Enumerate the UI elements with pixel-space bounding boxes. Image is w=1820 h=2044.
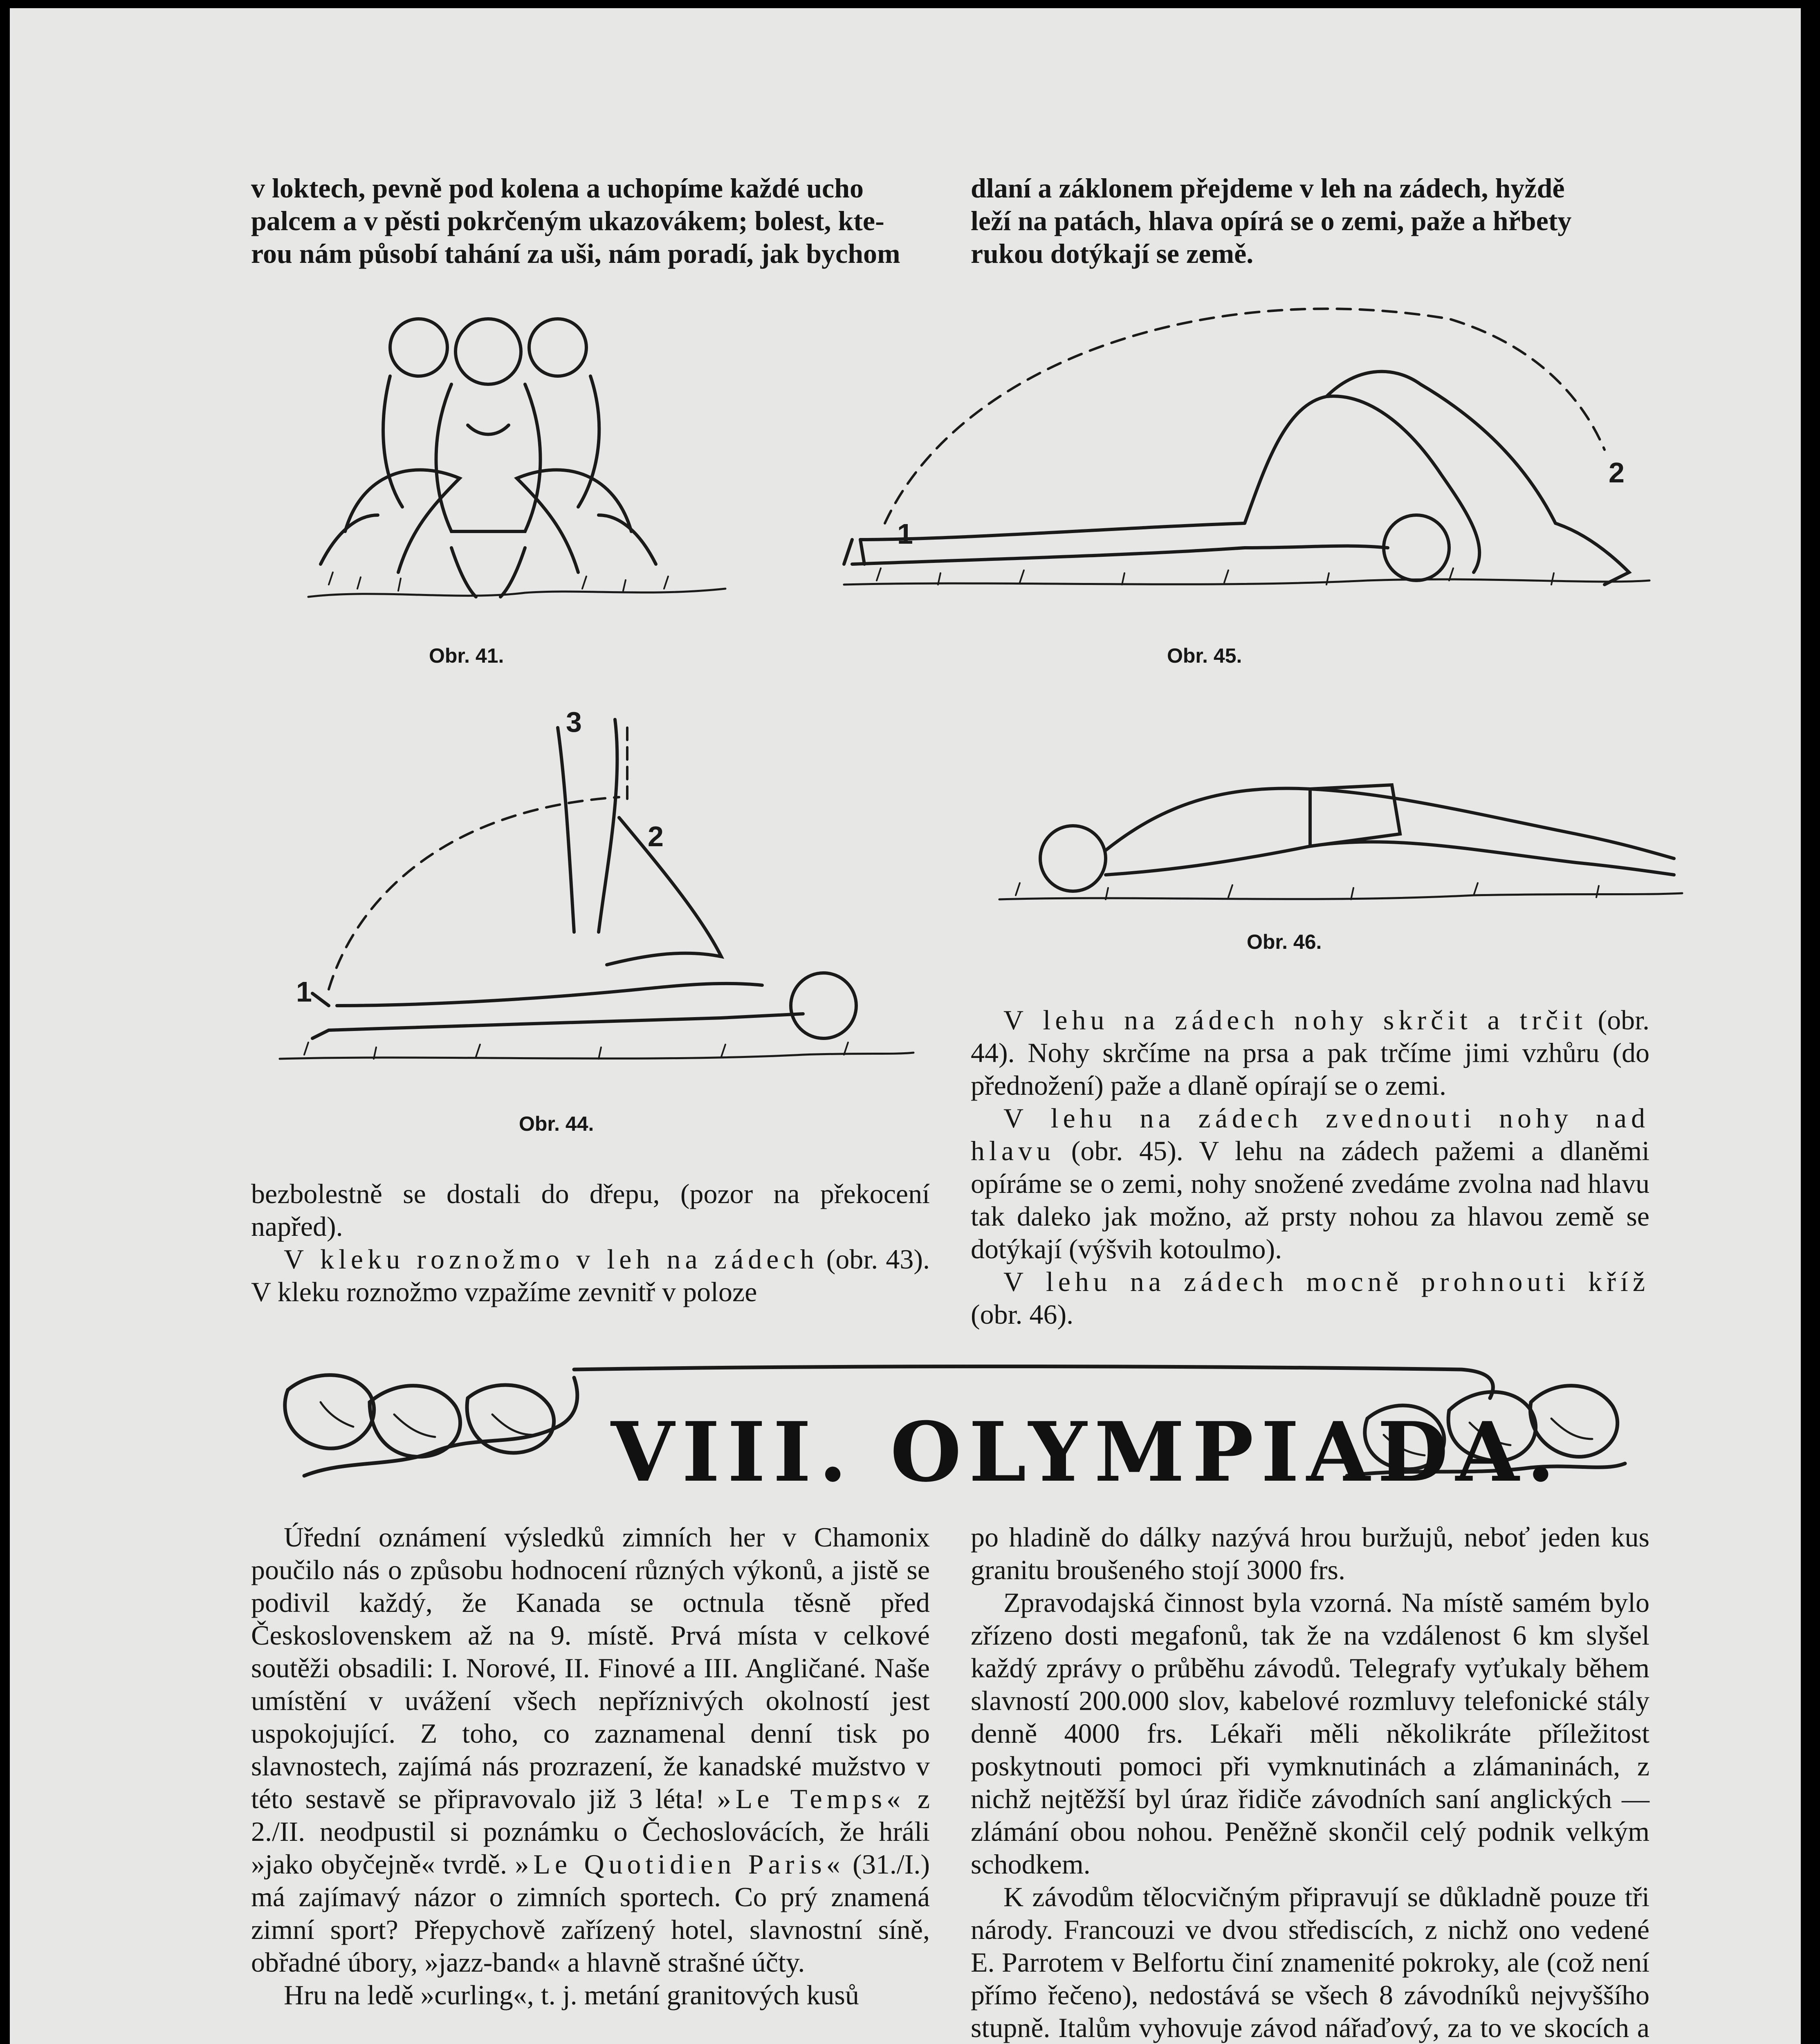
right-mid-text	[971, 1004, 1649, 1331]
paragraph-text: (obr. 44). Nohy skrčíme na prsa a pak trčíme jimi vzhůru (do přednožení) paže a dlaně opírají se o zemi.	[971, 1004, 1649, 1101]
figure-44-mark-3: 3	[566, 706, 582, 738]
text-line: palcem a v pěsti pokrčeným ukazovákem; bolest, kte-	[251, 205, 884, 236]
paragraph: Hru na ledě »curling«, t. j. metání granitových kusů	[284, 1979, 859, 2010]
figure-46-caption: Obr. 46.	[1247, 930, 1322, 953]
paragraph: Zpravodajská činnost byla vzorná. Na místě samém bylo zřízeno dosti megafonů, tak že na vzdálenost 6 km slyšel každý zprávy o průběhu závodů. Telegrafy vyťukaly během slavností 200.000 slov, kabelové rozmluvy telefonické stály denně 4000 frs. Lékaři měli několikráte příležitost poskytnouti pomoci při vymknutinách a zlámaninách, z nichž nejtěžší byl úraz řidiče závodních saní anglických — zlámání obou nohou. Peněžně skončil celý podnik velkým schodkem.	[971, 1587, 1649, 1880]
figure-45-caption: Obr. 45.	[1167, 644, 1242, 667]
figure-46-illustration	[983, 752, 1686, 924]
text-line: rou nám působí tahání za uši, nám poradí, jak bychom	[251, 238, 900, 269]
newspaper-name: »Le Temps«	[717, 1783, 905, 1814]
figure-41-caption: Obr. 41.	[429, 644, 504, 667]
text-line: dlaní a záklonem přejdeme v leh na zádech, hyždě	[971, 173, 1565, 204]
paragraph	[971, 1004, 1649, 1102]
spaced-heading: V lehu na zádech zvednouti nohy nad hlavu	[971, 1103, 1649, 1166]
paragraph	[971, 1102, 1649, 1265]
figure-44-mark-2: 2	[648, 820, 664, 852]
paragraph-text: Úřední oznámení výsledků zimních her v Chamonix poučilo nás o způsobu hodnocení různých výkonů, a jistě se podivil každý, že Kanada se octnula těsně před Československem až na 9. místě. Prvá místa v celkové soutěži obsadili: I. Norové, II. Finové a III. Angličané. Naše umístění v uvážení všech nepříznivých okolností jest uspokojující. Z toho, co zaznamenal denní tisk po slavnostech, zajímá nás prozrazení, že kanadské mužstvo v této sestavě se připravovalo již 3 léta!	[251, 1522, 930, 1814]
magazine-page	[10, 8, 1801, 2044]
paragraph	[251, 1243, 930, 1308]
top-right-text	[971, 172, 1649, 270]
paragraph-text: z 2./II. neodpustil si poznámku o Čechoslovácích, že hráli »jako obyčejně« tvrdě.	[251, 1783, 930, 1880]
paragraph-text: (31./I.) má zajímavý názor o zimních sportech. Co prý znamená zimní sport? Přepychově zařízený hotel, slavnostní síně, obřadné úbory, »jazz-band« a hlavně strašné účty.	[251, 1849, 930, 1978]
paragraph: bezbolestně se dostali do dřepu, (pozor na překocení napřed).	[251, 1178, 930, 1242]
paragraph-text: (obr. 43). V kleku roznožmo vzpažíme zevnitř v poloze	[251, 1244, 930, 1307]
section-title: VIII. OLYMPIADA.	[611, 1404, 1562, 1500]
text-line: rukou dotýkají se země.	[971, 238, 1254, 269]
figure-44-illustration	[272, 703, 918, 1100]
spaced-heading: V lehu na zádech nohy skrčit a trčit	[1003, 1004, 1587, 1035]
figure-45-mark-1: 1	[897, 518, 913, 550]
text-line: leží na patách, hlava opírá se o zemi, paže a hřbety	[971, 205, 1572, 236]
spaced-heading: V kleku roznožmo v leh na zádech	[284, 1244, 819, 1275]
bottom-left-text	[251, 1521, 930, 2011]
figure-44-caption: Obr. 44.	[519, 1112, 594, 1135]
bottom-right-text	[971, 1521, 1649, 2044]
paragraph	[971, 1265, 1649, 1331]
figure-45-illustration	[836, 262, 1654, 654]
left-mid-text	[251, 1177, 930, 1308]
paragraph: K závodům tělocvičným připravují se důkladně pouze tři národy. Francouzi ve dvou střediscích, z nichž ono vedené E. Parrotem v Belfortu činí znamenité pokroky, ale (což není přímo řečeno), nedostává se všech 8 závodníků nejvyššího stupně. Italům vyhovuje závod nářaďový, za to ve skocích a	[971, 1881, 1649, 2043]
top-left-text	[251, 172, 934, 270]
spaced-heading: V lehu na zádech mocně prohnouti kříž	[1003, 1266, 1649, 1297]
paragraph	[251, 1521, 930, 1979]
figure-41-illustration	[296, 303, 746, 630]
figure-44-mark-1: 1	[296, 976, 312, 1008]
paragraph-text: (obr. 46).	[971, 1299, 1074, 1330]
figure-45-mark-2: 2	[1609, 457, 1625, 489]
paragraph-text: (obr. 45). V lehu na zádech pažemi a dlaněmi opíráme se o zemi, nohy snožené zvedáme zvolna nad hlavu tak daleko jak možno, až prsty nohou za hlavou země se dotýkají (výšvih kotoulmo).	[971, 1135, 1649, 1264]
newspaper-name: »Le Quotidien Paris«	[515, 1849, 845, 1880]
paragraph: po hladině do dálky nazývá hrou buržujů, neboť jeden kus granitu broušeného stojí 3000 frs.	[971, 1522, 1649, 1585]
text-line: v loktech, pevně pod kolena a uchopíme každé ucho	[251, 173, 864, 204]
